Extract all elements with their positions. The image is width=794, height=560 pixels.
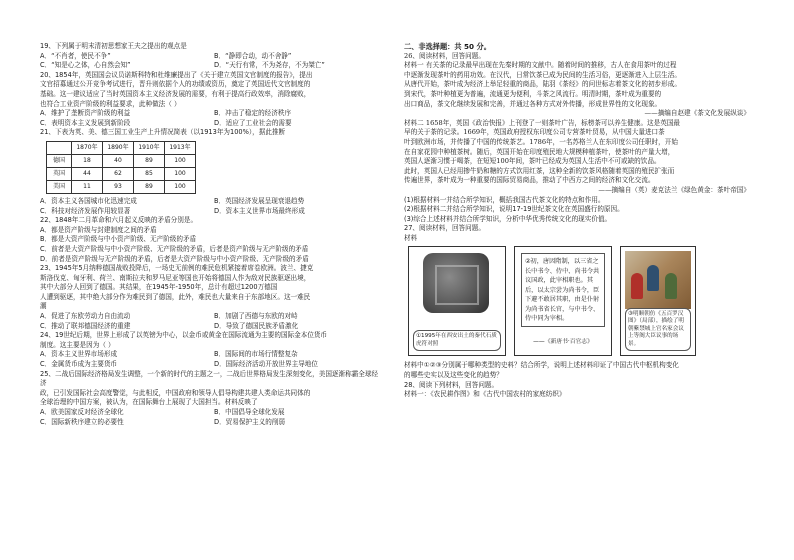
q27-materials-row xyxy=(408,246,756,358)
q27-question-line: 的哪些史实以及这些变化的趋势？ xyxy=(404,371,503,380)
q23-line: 23、1945年5月纳粹德国战败投降后，一场史无前例的难民危机紧接着席卷欧洲。波兰、捷克 xyxy=(40,264,314,273)
q24-line: 24、19世纪后期，世界上形成了以英镑为中心，以金币或黄金在国际流通为主要的国际金本位货币 xyxy=(40,331,328,340)
table-header-row xyxy=(47,141,196,154)
q26-material-line: 传遍世界，茶叶成为一种重要的国际贸易商品，推动了中西方之间的经济和文化交流。 xyxy=(404,176,655,185)
tang-text-excerpt xyxy=(514,246,612,356)
q25-line: 25、二战后国际经济格局发生调整，一个新的时代的主题之一，二战后世界格局发生深刻变化，美国逐渐称霸全球经济 xyxy=(40,369,379,388)
q23-line: 其中大部分人回到了德国。其结果，在1945年-1950年，总计有超过1200万德国 xyxy=(40,283,278,292)
industry-table xyxy=(46,141,196,194)
q26-source-2: ——摘编自（英）麦克法兰《绿色黄金：茶叶帝国》 xyxy=(598,185,750,194)
q26-material-line: 到宋代，茶叶种植更为普遍，流通更为便利，斗茶之风流行。明清时期，茶叶成为重要的 xyxy=(404,89,662,98)
q24-line: 制度。这主要是因为（ ） xyxy=(40,340,115,349)
q25-line: 政，已引发国际社会高度警觉，与此相反，中国政府和领导人倡导构建共建人类命运共同体的 xyxy=(40,388,311,397)
q25-option-d: D．贸易保护主义的削弱 xyxy=(214,417,286,426)
q20-line: 基础。这一建议适应了当时英国资本主义经济发展的需要，有利于提高行政效率，消除腐败， xyxy=(40,89,311,98)
table-cell: 18 xyxy=(72,154,103,167)
tang-text-source: ——《新唐书·百官志》 xyxy=(533,338,593,345)
table-cell: 100 xyxy=(165,180,196,193)
question-23 xyxy=(40,264,382,331)
tiger-tally-image xyxy=(408,246,506,356)
table-cell: 89 xyxy=(134,180,165,193)
q26-subquestion-3: (3)综合上述材料并结合所学知识，分析中华优秀传统文化的现实价值。 xyxy=(404,214,612,223)
q26-material-line: 英国人逐渐习惯于喝茶，在短短100年间，茶叶已经成为英国人生活中不可或缺的饮品。 xyxy=(404,157,661,166)
question-19 xyxy=(40,42,382,71)
q26-material-line: 此时，英国人已经用掺牛奶和糖的方式饮用红茶，这种全新的饮茶风格随着英国的殖民扩张而 xyxy=(404,166,675,175)
q26-subquestion-2: (2)根据材料二并结合所学知识，说明17-19世纪茶文化在英国盛行的原因。 xyxy=(404,205,624,214)
q26-material-line: 早的关于茶的记录。1669年，英国政府授权东印度公司专营茶叶贸易，从中国大量进口茶 xyxy=(404,128,665,137)
tang-text-body: ②初，唐因隋制，以三省之长中书令、侍中、尚书令共议国政，此宰相职也。其后，以太宗尝为尚书令，臣下避不敢居其职，由是仆射为尚书省长官，与中书令、侍中同为宰相。 xyxy=(521,253,605,327)
q22-option-b: B．都是大资产阶级与中小资产阶级、无产阶级的矛盾 xyxy=(40,235,197,244)
q22-option-a: A．都是资产阶级与封建制度之间的矛盾 xyxy=(40,225,157,234)
q20-option-b: B．冲击了稳定的经济秩序 xyxy=(214,109,292,118)
q20-option-d: D．适应了工业社会的需要 xyxy=(214,118,292,127)
q26-material-line: 材料二 1658年，英国《政治快报》上刊登了一则茶叶广告，标榜茶可以养生健康。这是英国最 xyxy=(404,118,681,127)
table-cell: 1913年 xyxy=(165,141,196,154)
q22-option-c: C．前者是大资产阶级与中小资产阶级、无产阶级的矛盾，后者是资产阶级与无产阶级的矛盾 xyxy=(40,244,309,253)
table-row xyxy=(47,167,196,180)
table-cell: 1870年 xyxy=(72,141,103,154)
question-25 xyxy=(40,370,382,428)
q19-option-b: B．“静即合动，动不舍静” xyxy=(214,51,292,60)
q23-option-a: A．促进了东欧劳动力自由流动 xyxy=(40,312,131,321)
table-cell: 德国 xyxy=(47,154,72,167)
question-20 xyxy=(40,71,382,129)
table-cell: 62 xyxy=(103,167,134,180)
left-column xyxy=(40,42,382,427)
painting-icon xyxy=(625,251,691,309)
table-cell: 100 xyxy=(165,154,196,167)
table-cell xyxy=(47,141,72,154)
table-cell: 44 xyxy=(72,167,103,180)
q23-line: 斯洛伐克、匈牙利、荷兰、南斯拉夫和罗马尼亚等国也开始将德国人作为敌对民族驱逐出境， xyxy=(40,273,311,282)
tiger-tally-caption: ①1995年在西安出土的秦代石质虎符对照 xyxy=(413,330,501,351)
right-column xyxy=(404,42,756,400)
table-cell: 40 xyxy=(103,154,134,167)
q26-material-line: 从唐代开始，茶叶成为经济上举足轻重的商品，陆羽《茶经》的问世标志着茶文化的初步形成。 xyxy=(404,80,681,89)
table-cell: 1910年 xyxy=(134,141,165,154)
stone-tally-icon xyxy=(423,253,489,313)
q25-line: 全球治理的中国方案，被认为，在国际舞台上展现了大国担当。材料反映了 xyxy=(40,398,258,407)
q20-line: 20、1854年，英国国会议员诺斯科特和杜维廉提出了《关于建立英国文官制度的报告》，提出 xyxy=(40,70,313,79)
question-24 xyxy=(40,331,382,369)
q21-option-c: C．科技对经济发展作用较显著 xyxy=(40,206,131,215)
question-27 xyxy=(404,224,756,380)
q26-source-1: ——摘编自赵建《茶文化发展纵谈》 xyxy=(644,109,750,118)
q25-option-c: C．国际新秩序建立的必要性 xyxy=(40,417,124,426)
question-22 xyxy=(40,216,382,264)
q28-material-line: 材料一：《农民耕作图》和《古代中国农村的家庭纺织》 xyxy=(404,390,566,399)
question-28 xyxy=(404,381,756,400)
q23-line: 人遭到驱逐，其中绝大部分作为难民到了德国，此外，难民也大量来自于东部地区。这一难民 xyxy=(40,292,311,301)
table-cell: 100 xyxy=(165,167,196,180)
q22-stem: 22、1848年二月革命和六月起义反映的矛盾分别是。 xyxy=(40,216,198,225)
table-cell: 英国 xyxy=(47,167,72,180)
q23-line: 潮 xyxy=(40,302,47,311)
q24-option-d: D．国际经济活动开放世界主导地位 xyxy=(214,360,318,369)
q23-option-d: D．导致了德国民族矛盾激化 xyxy=(214,321,299,330)
q21-stem: 21、下表为英、美、德三国工业生产上升情况简表（以1913年为100%），据此推断 xyxy=(40,128,286,137)
q22-option-d: D．前者是资产阶级与无产阶级的矛盾，后者是大资产阶级与中小资产阶级、无产阶级的矛盾 xyxy=(40,254,309,263)
q20-line: 也符合工业资产阶级的利益要求，此种做法（ ） xyxy=(40,99,181,108)
q20-option-c: C．表明资本主义发展到新阶段 xyxy=(40,118,131,127)
table-cell: 93 xyxy=(103,180,134,193)
table-cell: 89 xyxy=(134,154,165,167)
table-row xyxy=(47,154,196,167)
table-row xyxy=(47,180,196,193)
question-26 xyxy=(404,52,756,196)
table-cell: 1890年 xyxy=(103,141,134,154)
ming-painting-image xyxy=(620,246,696,356)
q27-intro: 27、阅读材料，回答问题。 xyxy=(404,224,485,233)
q21-option-d: D．资本主义世界市场最终形成 xyxy=(214,206,305,215)
q28-intro: 28、阅读下列材料，回答问题。 xyxy=(404,380,499,389)
q23-option-b: B．加剧了西德与东欧的对峙 xyxy=(214,312,298,321)
q26-subquestion-1: (1)根据材料一并结合所学知识，概括我国古代茶文化的特点和作用。 xyxy=(404,195,605,204)
q26-material-line: 叶到欧洲市场，并传播了中国的传统茶艺。1786年，一名苏格兰人在东印度公司任职时，开始 xyxy=(404,137,678,146)
table-cell: 美国 xyxy=(47,180,72,193)
q25-option-b: B．中国倡导全球化发展 xyxy=(214,408,285,416)
q27-label: 材料 xyxy=(404,233,418,242)
q23-option-c: C．推动了联邦德国经济的重建 xyxy=(40,321,131,330)
section-heading: 二、非选择题：共 50 分。 xyxy=(404,42,491,51)
q21-option-a: A．资本主义各国城市化迅速完成 xyxy=(40,196,137,205)
q26-material-line: 在自家花园中种植茶树。随后，英国开始在印度殖民地大规模种植茶叶，使茶叶的产量大增， xyxy=(404,147,675,156)
ming-painting-caption: ③明顺朝仿《五百罗汉图》（局部），描绘了明朝紫禁城上官名家会议上等阁大臣议事的场景。 xyxy=(625,308,691,352)
q19-option-d: D．“天行有常，不为尧存，不为桀亡” xyxy=(214,61,325,70)
q19-option-a: A．“不肖者，使民不争” xyxy=(40,51,111,60)
q24-option-b: B．国际间的市场行情整复杂 xyxy=(214,350,298,359)
q24-option-a: A．资本主义世界市场形成 xyxy=(40,350,118,359)
q26-intro: 26、阅读材料，回答问题。 xyxy=(404,51,485,60)
q21-option-b: B．英国经济发展呈现衰退趋势 xyxy=(214,196,305,205)
table-cell: 85 xyxy=(134,167,165,180)
q24-option-c: C．金属货币成为主要货币 xyxy=(40,360,118,369)
q26-material-line: 材料一 有关茶的记录最早出现在先秦时期的文献中。随着时间的推移，古人在食用茶叶的过程 xyxy=(404,61,677,70)
q19-option-c: C．“知是心之体，心自然会知” xyxy=(40,61,131,70)
table-cell: 11 xyxy=(72,180,103,193)
q27-question-line: 材料中①②③分别属于哪种类型的史料？结合所学，说明上述材料印证了中国古代中枢机构变化 xyxy=(404,361,679,370)
q19-stem: 19、下列属于明末清初思想家王夫之提出的观点是 xyxy=(40,42,187,50)
q20-option-a: A．维护了垄断资产阶级的利益 xyxy=(40,109,131,118)
q20-line: 文官招募通过公开竞争考试进行，晋升则依据个人的功绩或资历，奠定了英国近代文官制度的 xyxy=(40,80,311,89)
q26-material-line: 出口商品，茶文化继续发展和完善，并通过各种方式对外传播，形成世界性的文化现象。 xyxy=(404,99,662,108)
q25-option-a: A．欧美国家反对经济全球化 xyxy=(40,408,124,416)
q26-material-line: 中逐渐发现茶叶的药用功效。在汉代，日常饮茶已成为民间的生活习俗，更逐渐进入上层生活。 xyxy=(404,70,681,79)
question-21 xyxy=(40,128,382,216)
